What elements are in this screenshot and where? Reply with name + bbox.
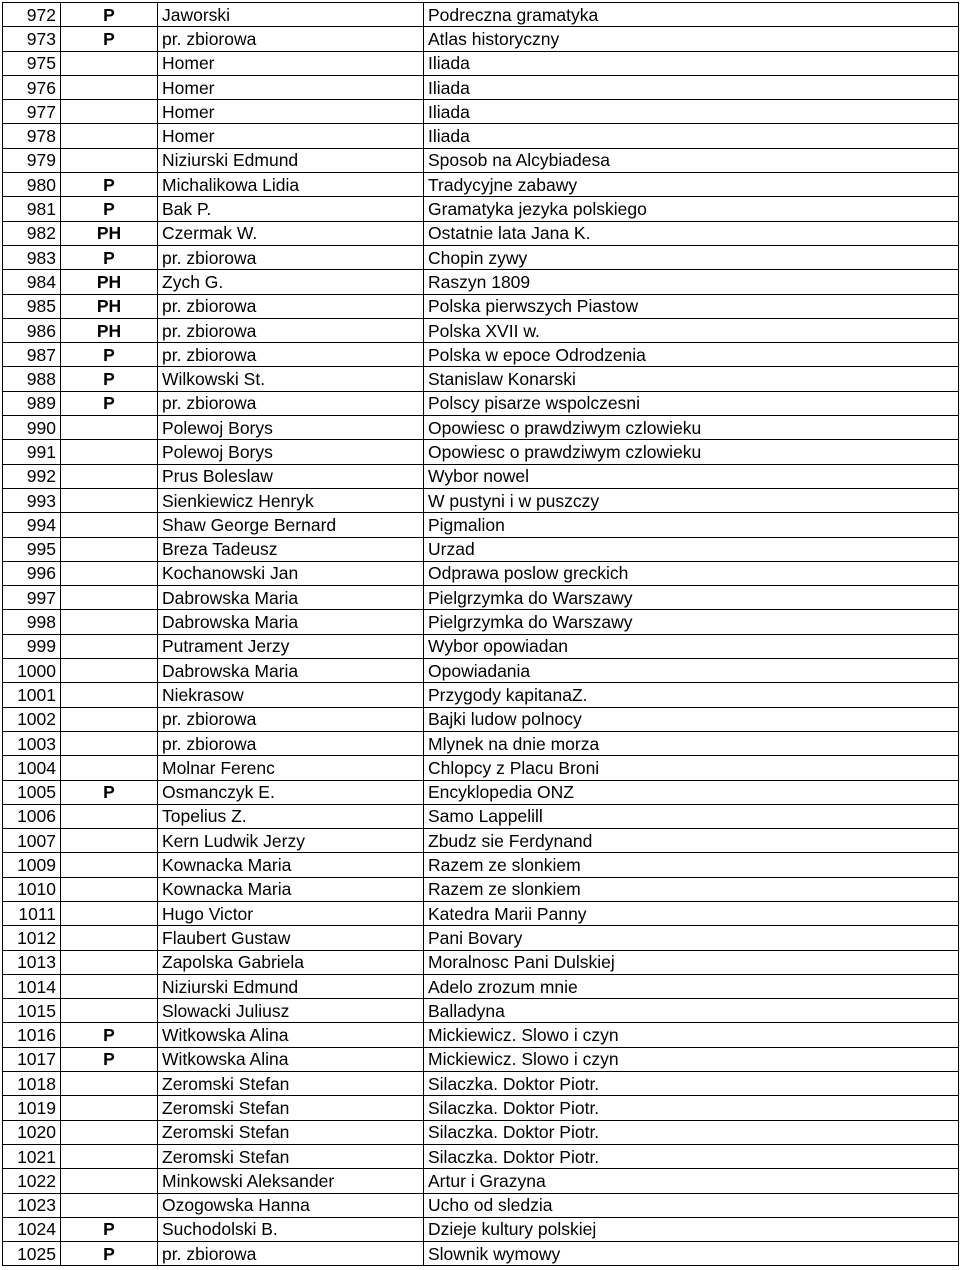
author-cell: Topelius Z. — [158, 804, 424, 828]
title-cell: Chlopcy z Placu Broni — [424, 756, 959, 780]
table-row — [3, 586, 959, 610]
title-cell: Moralnosc Pani Dulskiej — [424, 950, 959, 974]
title-cell: Podreczna gramatyka — [424, 3, 959, 27]
author-cell: Kownacka Maria — [158, 877, 424, 901]
catalog-number-cell: 976 — [3, 75, 61, 99]
title-cell: Stanislaw Konarski — [424, 367, 959, 391]
table-row — [3, 1169, 959, 1193]
author-cell: Niziurski Edmund — [158, 974, 424, 998]
catalog-number-cell: 1006 — [3, 804, 61, 828]
catalog-number-cell: 984 — [3, 270, 61, 294]
author-cell: Zych G. — [158, 270, 424, 294]
title-cell: Encyklopedia ONZ — [424, 780, 959, 804]
author-cell: Shaw George Bernard — [158, 513, 424, 537]
table-row — [3, 51, 959, 75]
category-flag-cell — [61, 124, 158, 148]
author-cell: Suchodolski B. — [158, 1217, 424, 1241]
author-cell: Bak P. — [158, 197, 424, 221]
title-cell: Pigmalion — [424, 513, 959, 537]
catalog-number-cell: 1013 — [3, 950, 61, 974]
title-cell: Raszyn 1809 — [424, 270, 959, 294]
table-body — [3, 3, 959, 1266]
author-cell: Zeromski Stefan — [158, 1120, 424, 1144]
catalog-number-cell: 1005 — [3, 780, 61, 804]
table-row — [3, 391, 959, 415]
author-cell: Polewoj Borys — [158, 416, 424, 440]
table-row — [3, 148, 959, 172]
catalog-number-cell: 985 — [3, 294, 61, 318]
catalog-number-cell: 987 — [3, 343, 61, 367]
title-cell: Katedra Marii Panny — [424, 901, 959, 925]
title-cell: Wybor nowel — [424, 464, 959, 488]
table-row — [3, 950, 959, 974]
title-cell: Mickiewicz. Slowo i czyn — [424, 1023, 959, 1047]
table-row — [3, 464, 959, 488]
author-cell: pr. zbiorowa — [158, 343, 424, 367]
table-row — [3, 901, 959, 925]
table-row — [3, 659, 959, 683]
table-row — [3, 1242, 959, 1266]
title-cell: Polska w epoce Odrodzenia — [424, 343, 959, 367]
title-cell: Silaczka. Doktor Piotr. — [424, 1072, 959, 1096]
category-flag-cell: P — [61, 173, 158, 197]
title-cell: Pani Bovary — [424, 926, 959, 950]
catalog-number-cell: 1023 — [3, 1193, 61, 1217]
title-cell: Sposob na Alcybiadesa — [424, 148, 959, 172]
catalog-number-cell: 1010 — [3, 877, 61, 901]
catalog-number-cell: 1011 — [3, 901, 61, 925]
catalog-number-cell: 995 — [3, 537, 61, 561]
title-cell: Bajki ludow polnocy — [424, 707, 959, 731]
table-row — [3, 440, 959, 464]
table-row — [3, 1023, 959, 1047]
category-flag-cell — [61, 1072, 158, 1096]
category-flag-cell — [61, 756, 158, 780]
author-cell: Molnar Ferenc — [158, 756, 424, 780]
author-cell: Ozogowska Hanna — [158, 1193, 424, 1217]
catalog-number-cell: 991 — [3, 440, 61, 464]
category-flag-cell — [61, 1120, 158, 1144]
title-cell: Wybor opowiadan — [424, 634, 959, 658]
title-cell: Iliada — [424, 100, 959, 124]
table-row — [3, 877, 959, 901]
author-cell: Wilkowski St. — [158, 367, 424, 391]
category-flag-cell: P — [61, 197, 158, 221]
category-flag-cell: P — [61, 391, 158, 415]
table-row — [3, 100, 959, 124]
catalog-number-cell: 1019 — [3, 1096, 61, 1120]
author-cell: Kownacka Maria — [158, 853, 424, 877]
category-flag-cell: PH — [61, 318, 158, 342]
table-row — [3, 804, 959, 828]
title-cell: Slownik wymowy — [424, 1242, 959, 1266]
table-row — [3, 634, 959, 658]
author-cell: Kern Ludwik Jerzy — [158, 829, 424, 853]
author-cell: pr. zbiorowa — [158, 318, 424, 342]
author-cell: Jaworski — [158, 3, 424, 27]
table-row — [3, 780, 959, 804]
author-cell: Prus Boleslaw — [158, 464, 424, 488]
category-flag-cell — [61, 853, 158, 877]
author-cell: Homer — [158, 51, 424, 75]
table-row — [3, 75, 959, 99]
catalog-number-cell: 992 — [3, 464, 61, 488]
category-flag-cell: P — [61, 27, 158, 51]
table-row — [3, 270, 959, 294]
table-row — [3, 343, 959, 367]
title-cell: Chopin zywy — [424, 245, 959, 269]
title-cell: Mlynek na dnie morza — [424, 731, 959, 755]
table-row — [3, 974, 959, 998]
title-cell: Pielgrzymka do Warszawy — [424, 586, 959, 610]
title-cell: Artur i Grazyna — [424, 1169, 959, 1193]
catalog-number-cell: 993 — [3, 488, 61, 512]
category-flag-cell — [61, 634, 158, 658]
title-cell: Polska XVII w. — [424, 318, 959, 342]
title-cell: Iliada — [424, 124, 959, 148]
catalog-number-cell: 988 — [3, 367, 61, 391]
author-cell: Zeromski Stefan — [158, 1144, 424, 1168]
author-cell: Michalikowa Lidia — [158, 173, 424, 197]
title-cell: Opowiesc o prawdziwym czlowieku — [424, 416, 959, 440]
author-cell: Witkowska Alina — [158, 1047, 424, 1071]
category-flag-cell: PH — [61, 221, 158, 245]
category-flag-cell — [61, 51, 158, 75]
category-flag-cell: P — [61, 367, 158, 391]
author-cell: Putrament Jerzy — [158, 634, 424, 658]
category-flag-cell — [61, 877, 158, 901]
title-cell: Dzieje kultury polskiej — [424, 1217, 959, 1241]
catalog-number-cell: 983 — [3, 245, 61, 269]
author-cell: Zeromski Stefan — [158, 1072, 424, 1096]
title-cell: Gramatyka jezyka polskiego — [424, 197, 959, 221]
catalog-number-cell: 1018 — [3, 1072, 61, 1096]
catalog-number-cell: 1020 — [3, 1120, 61, 1144]
book-list-table — [2, 2, 959, 1266]
title-cell: Odprawa poslow greckich — [424, 561, 959, 585]
catalog-number-cell: 989 — [3, 391, 61, 415]
category-flag-cell: P — [61, 245, 158, 269]
category-flag-cell — [61, 610, 158, 634]
title-cell: Balladyna — [424, 999, 959, 1023]
category-flag-cell — [61, 1193, 158, 1217]
table-row — [3, 294, 959, 318]
category-flag-cell — [61, 683, 158, 707]
title-cell: Iliada — [424, 75, 959, 99]
category-flag-cell — [61, 586, 158, 610]
category-flag-cell: P — [61, 1242, 158, 1266]
author-cell: Sienkiewicz Henryk — [158, 488, 424, 512]
category-flag-cell — [61, 950, 158, 974]
author-cell: pr. zbiorowa — [158, 1242, 424, 1266]
catalog-number-cell: 994 — [3, 513, 61, 537]
catalog-number-cell: 981 — [3, 197, 61, 221]
catalog-number-cell: 996 — [3, 561, 61, 585]
table-row — [3, 416, 959, 440]
category-flag-cell — [61, 100, 158, 124]
author-cell: Minkowski Aleksander — [158, 1169, 424, 1193]
table-row — [3, 610, 959, 634]
category-flag-cell — [61, 464, 158, 488]
category-flag-cell — [61, 901, 158, 925]
table-row — [3, 3, 959, 27]
table-row — [3, 245, 959, 269]
title-cell: Pielgrzymka do Warszawy — [424, 610, 959, 634]
table-row — [3, 27, 959, 51]
table-row — [3, 683, 959, 707]
category-flag-cell — [61, 488, 158, 512]
category-flag-cell — [61, 148, 158, 172]
category-flag-cell — [61, 804, 158, 828]
table-row — [3, 513, 959, 537]
author-cell: Kochanowski Jan — [158, 561, 424, 585]
author-cell: pr. zbiorowa — [158, 27, 424, 51]
catalog-number-cell: 1001 — [3, 683, 61, 707]
catalog-number-cell: 978 — [3, 124, 61, 148]
category-flag-cell: P — [61, 1047, 158, 1071]
catalog-number-cell: 1007 — [3, 829, 61, 853]
author-cell: Dabrowska Maria — [158, 610, 424, 634]
category-flag-cell: P — [61, 343, 158, 367]
category-flag-cell — [61, 926, 158, 950]
catalog-number-cell: 975 — [3, 51, 61, 75]
title-cell: Polska pierwszych Piastow — [424, 294, 959, 318]
author-cell: Hugo Victor — [158, 901, 424, 925]
category-flag-cell — [61, 999, 158, 1023]
catalog-number-cell: 1009 — [3, 853, 61, 877]
catalog-number-cell: 1022 — [3, 1169, 61, 1193]
author-cell: Zapolska Gabriela — [158, 950, 424, 974]
author-cell: pr. zbiorowa — [158, 391, 424, 415]
catalog-number-cell: 1016 — [3, 1023, 61, 1047]
title-cell: Opowiadania — [424, 659, 959, 683]
category-flag-cell: PH — [61, 294, 158, 318]
title-cell: Urzad — [424, 537, 959, 561]
table-row — [3, 1047, 959, 1071]
catalog-number-cell: 979 — [3, 148, 61, 172]
catalog-number-cell: 980 — [3, 173, 61, 197]
category-flag-cell — [61, 416, 158, 440]
table-row — [3, 999, 959, 1023]
catalog-number-cell: 972 — [3, 3, 61, 27]
title-cell: Samo Lappelill — [424, 804, 959, 828]
catalog-number-cell: 999 — [3, 634, 61, 658]
author-cell: Homer — [158, 124, 424, 148]
author-cell: Homer — [158, 75, 424, 99]
catalog-number-cell: 977 — [3, 100, 61, 124]
author-cell: Niekrasow — [158, 683, 424, 707]
category-flag-cell: P — [61, 780, 158, 804]
category-flag-cell: PH — [61, 270, 158, 294]
catalog-number-cell: 1017 — [3, 1047, 61, 1071]
category-flag-cell — [61, 513, 158, 537]
table-row — [3, 1217, 959, 1241]
catalog-number-cell: 990 — [3, 416, 61, 440]
title-cell: Silaczka. Doktor Piotr. — [424, 1144, 959, 1168]
table-row — [3, 1096, 959, 1120]
title-cell: Zbudz sie Ferdynand — [424, 829, 959, 853]
author-cell: Flaubert Gustaw — [158, 926, 424, 950]
catalog-number-cell: 997 — [3, 586, 61, 610]
author-cell: pr. zbiorowa — [158, 707, 424, 731]
table-row — [3, 1072, 959, 1096]
catalog-number-cell: 1004 — [3, 756, 61, 780]
author-cell: pr. zbiorowa — [158, 294, 424, 318]
author-cell: Czermak W. — [158, 221, 424, 245]
table-row — [3, 124, 959, 148]
title-cell: Silaczka. Doktor Piotr. — [424, 1120, 959, 1144]
table-row — [3, 197, 959, 221]
catalog-number-cell: 1021 — [3, 1144, 61, 1168]
title-cell: Mickiewicz. Slowo i czyn — [424, 1047, 959, 1071]
category-flag-cell — [61, 561, 158, 585]
table-row — [3, 829, 959, 853]
title-cell: Adelo zrozum mnie — [424, 974, 959, 998]
table-row — [3, 221, 959, 245]
category-flag-cell — [61, 829, 158, 853]
table-row — [3, 731, 959, 755]
category-flag-cell: P — [61, 3, 158, 27]
catalog-number-cell: 1003 — [3, 731, 61, 755]
category-flag-cell — [61, 974, 158, 998]
category-flag-cell — [61, 537, 158, 561]
table-row — [3, 1144, 959, 1168]
catalog-number-cell: 1015 — [3, 999, 61, 1023]
category-flag-cell — [61, 440, 158, 464]
catalog-number-cell: 1002 — [3, 707, 61, 731]
catalog-number-cell: 1000 — [3, 659, 61, 683]
table-row — [3, 1120, 959, 1144]
title-cell: Razem ze slonkiem — [424, 853, 959, 877]
author-cell: Zeromski Stefan — [158, 1096, 424, 1120]
table-row — [3, 488, 959, 512]
table-row — [3, 367, 959, 391]
title-cell: Razem ze slonkiem — [424, 877, 959, 901]
table-row — [3, 853, 959, 877]
table-row — [3, 1193, 959, 1217]
table-row — [3, 707, 959, 731]
author-cell: Osmanczyk E. — [158, 780, 424, 804]
title-cell: Tradycyjne zabawy — [424, 173, 959, 197]
title-cell: Opowiesc o prawdziwym czlowieku — [424, 440, 959, 464]
table-row — [3, 561, 959, 585]
table-row — [3, 318, 959, 342]
author-cell: pr. zbiorowa — [158, 731, 424, 755]
catalog-number-cell: 1012 — [3, 926, 61, 950]
table-row — [3, 173, 959, 197]
author-cell: Homer — [158, 100, 424, 124]
author-cell: pr. zbiorowa — [158, 245, 424, 269]
category-flag-cell — [61, 1096, 158, 1120]
table-row — [3, 926, 959, 950]
catalog-number-cell: 973 — [3, 27, 61, 51]
author-cell: Niziurski Edmund — [158, 148, 424, 172]
table-row — [3, 756, 959, 780]
author-cell: Polewoj Borys — [158, 440, 424, 464]
catalog-number-cell: 998 — [3, 610, 61, 634]
category-flag-cell: P — [61, 1217, 158, 1241]
category-flag-cell — [61, 1144, 158, 1168]
author-cell: Dabrowska Maria — [158, 659, 424, 683]
category-flag-cell: P — [61, 1023, 158, 1047]
catalog-number-cell: 1024 — [3, 1217, 61, 1241]
title-cell: Ostatnie lata Jana K. — [424, 221, 959, 245]
catalog-number-cell: 986 — [3, 318, 61, 342]
title-cell: Ucho od sledzia — [424, 1193, 959, 1217]
category-flag-cell — [61, 1169, 158, 1193]
catalog-number-cell: 982 — [3, 221, 61, 245]
author-cell: Dabrowska Maria — [158, 586, 424, 610]
catalog-number-cell: 1025 — [3, 1242, 61, 1266]
category-flag-cell — [61, 731, 158, 755]
category-flag-cell — [61, 707, 158, 731]
category-flag-cell — [61, 659, 158, 683]
title-cell: Atlas historyczny — [424, 27, 959, 51]
author-cell: Breza Tadeusz — [158, 537, 424, 561]
title-cell: Polscy pisarze wspolczesni — [424, 391, 959, 415]
author-cell: Slowacki Juliusz — [158, 999, 424, 1023]
category-flag-cell — [61, 75, 158, 99]
title-cell: Silaczka. Doktor Piotr. — [424, 1096, 959, 1120]
table-row — [3, 537, 959, 561]
title-cell: Przygody kapitanaZ. — [424, 683, 959, 707]
title-cell: W pustyni i w puszczy — [424, 488, 959, 512]
title-cell: Iliada — [424, 51, 959, 75]
author-cell: Witkowska Alina — [158, 1023, 424, 1047]
catalog-number-cell: 1014 — [3, 974, 61, 998]
